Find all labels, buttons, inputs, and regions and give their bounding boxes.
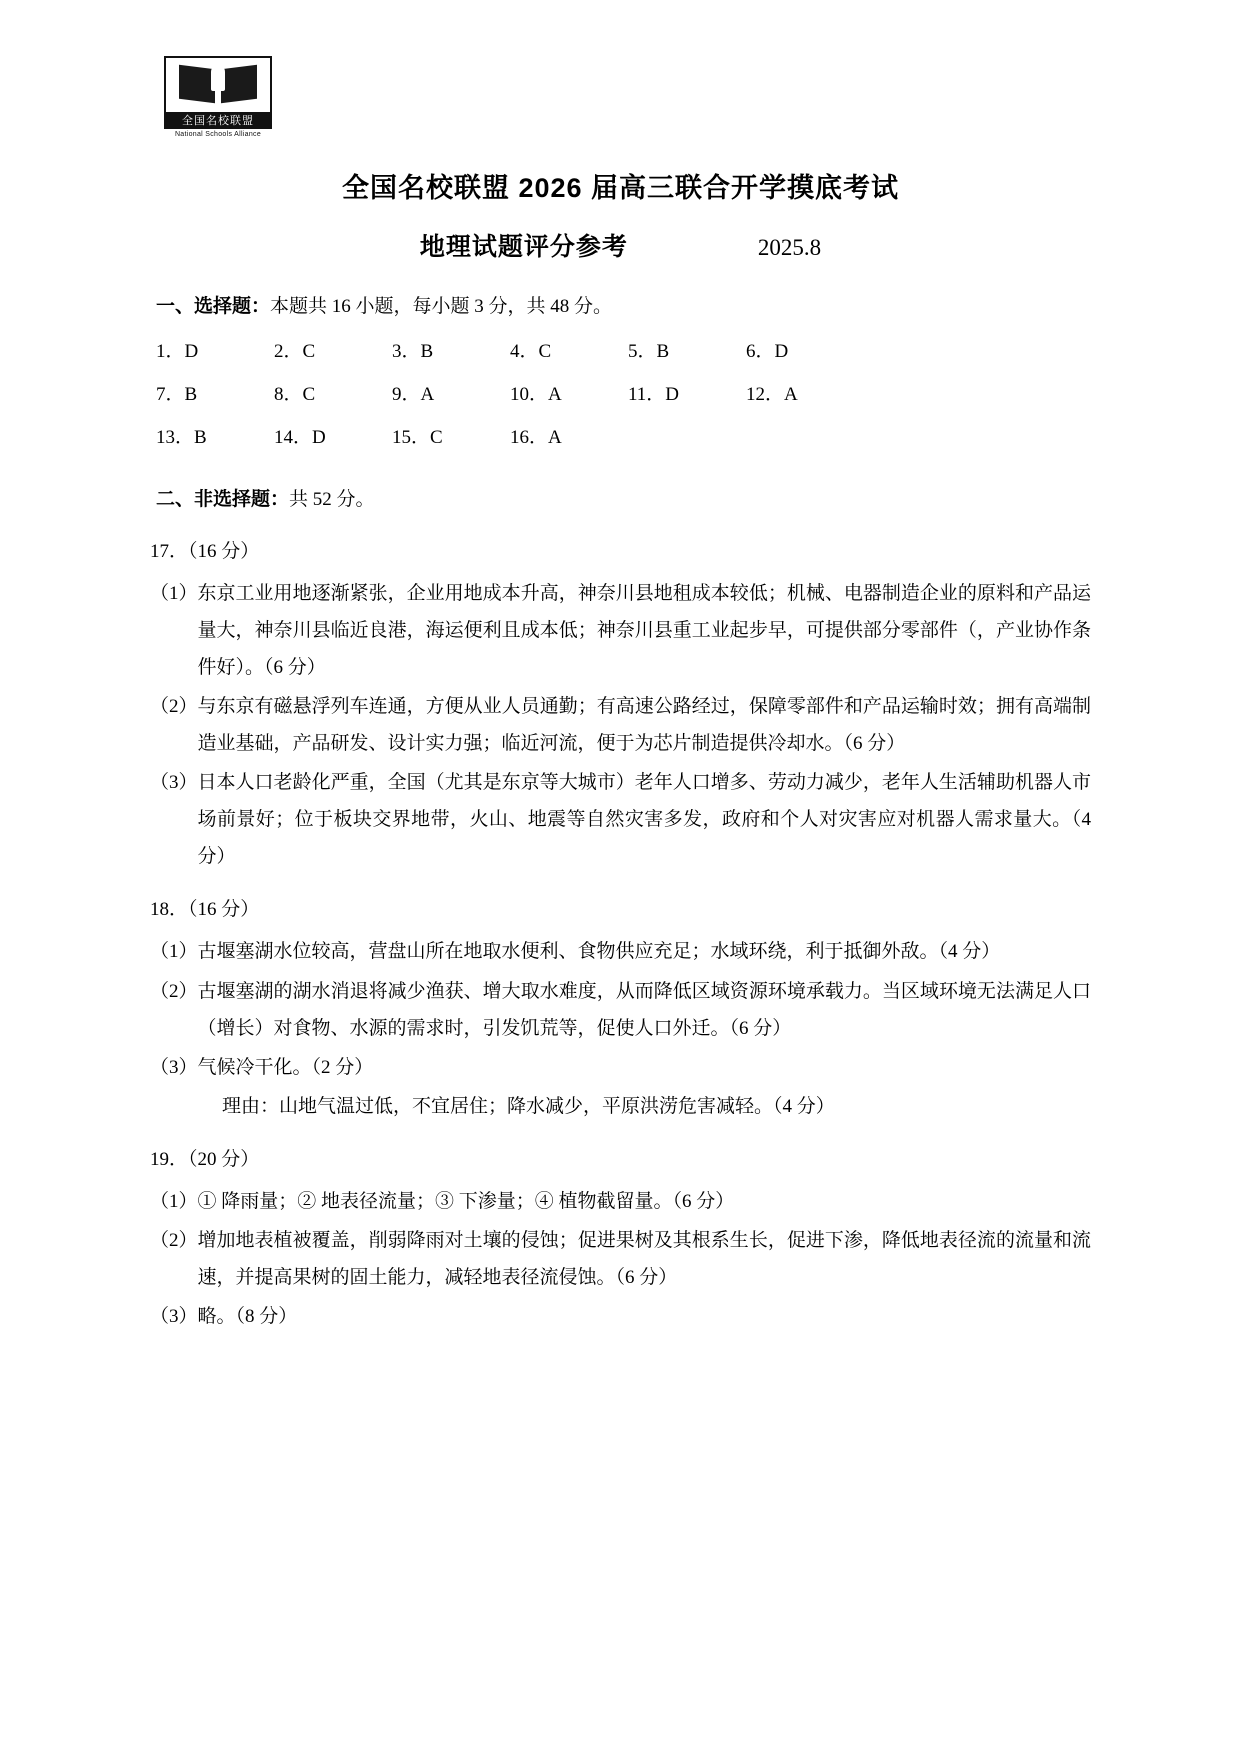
logo-sub-text: National Schools Alliance <box>174 131 262 138</box>
logo-band-text: 全国名校联盟 <box>164 114 272 129</box>
section-one-heading <box>156 291 1091 323</box>
part-label: （3） <box>150 772 198 794</box>
part-text: ① 降雨量；② 地表径流量；③ 下渗量；④ 植物截留量。（6 分） <box>197 1190 735 1212</box>
part-label: （1） <box>150 582 198 604</box>
part-label: （2） <box>150 1229 198 1251</box>
question-head: 19．（20 分） <box>150 1148 260 1170</box>
answer-cell: 9．A <box>392 384 435 406</box>
part-label: （2） <box>150 980 198 1002</box>
subtitle-row <box>150 227 1091 263</box>
answer-part <box>150 1049 1091 1086</box>
part-label: （2） <box>150 696 198 718</box>
answer-cell: 4．C <box>510 341 552 363</box>
section-two-heading <box>156 484 1091 516</box>
answer-cell: 8．C <box>274 384 316 406</box>
answer-row <box>150 419 1091 456</box>
answer-part <box>150 688 1091 762</box>
answer-cell: 7．B <box>156 384 198 406</box>
answer-part <box>150 933 1091 970</box>
answer-cell: 16．A <box>510 427 562 449</box>
section-one-heading-prefix: 一、选择题： <box>156 296 271 317</box>
answer-part <box>150 575 1091 686</box>
answer-cell <box>746 419 864 456</box>
section-two-heading-rest: 共 52 分。 <box>289 489 375 511</box>
answer-cell: 14．D <box>274 427 326 449</box>
section-one-heading-rest: 本题共 16 小题，每小题 3 分，共 48 分。 <box>270 296 613 317</box>
question-head: 18．（16 分） <box>150 899 260 921</box>
answer-part <box>150 1298 1091 1335</box>
question-head: 17．（16 分） <box>150 540 260 562</box>
answer-cell: 2．C <box>274 341 316 363</box>
part-text: 与东京有磁悬浮列车连通，方便从业人员通勤；有高速公路经过，保障零部件和产品运输时效；拥有高端制造业基础，产品研发、设计实力强；临近河流，便于为芯片制造提供冷却水。（6 分） <box>197 696 1091 755</box>
answer-part <box>150 973 1091 1047</box>
answer-cell: 15．C <box>392 427 443 449</box>
part-label: （1） <box>150 1190 198 1212</box>
part-label: （3） <box>150 1306 198 1328</box>
answer-cell <box>628 419 746 456</box>
part-text: 日本人口老龄化严重，全国（尤其是东京等大城市）老年人口增多、劳动力减少，老年人生活辅助机器人市场前景好；位于板块交界地带，火山、地震等自然灾害多发，政府和个人对灾害应对机器人需求量大。（4 分） <box>197 772 1091 868</box>
answer-row <box>150 333 1091 370</box>
part-reason-text: 理由：山地气温过低，不宜居住；降水减少，平原洪涝危害减轻。（4 分） <box>222 1095 835 1117</box>
answer-cell: 12．A <box>746 384 798 406</box>
answer-cell: 1．D <box>156 341 199 363</box>
answer-part <box>150 1183 1091 1220</box>
answer-cell: 13．B <box>156 427 207 449</box>
part-text: 古堰塞湖的湖水消退将减少渔获、增大取水难度，从而降低区域资源环境承载力。当区域环境无法满足人口（增长）对食物、水源的需求时，引发饥荒等，促使人口外迁。（6 分） <box>197 980 1091 1039</box>
page-title: 全国名校联盟 2026 届高三联合开学摸底考试 <box>341 173 900 203</box>
school-alliance-logo <box>164 56 272 140</box>
part-text: 东京工业用地逐渐紧张，企业用地成本升高，神奈川县地租成本较低；机械、电器制造企业的原料和产品运量大，神奈川县临近良港，海运便利且成本低；神奈川县重工业起步早，可提供部分零部件（，产业协作条件好）。（6 分） <box>197 582 1091 679</box>
answer-cell: 11．D <box>628 384 680 406</box>
section-two-heading-prefix: 二、非选择题： <box>156 489 290 511</box>
answer-part <box>150 764 1091 875</box>
answer-cell: 5．B <box>628 341 670 363</box>
exam-date: 2025.8 <box>757 235 822 260</box>
page-subtitle: 地理试题评分参考 <box>419 233 628 261</box>
answer-cell: 6．D <box>746 341 789 363</box>
open-book-icon <box>164 56 272 114</box>
part-text: 古堰塞湖水位较高，营盘山所在地取水便利、食物供应充足；水域环绕，利于抵御外敌。（4 分） <box>197 941 1001 963</box>
part-text: 略。（8 分） <box>197 1306 298 1328</box>
answer-cell: 10．A <box>510 384 562 406</box>
answer-row <box>150 376 1091 413</box>
answer-cell: 3．B <box>392 341 434 363</box>
part-text: 增加地表植被覆盖，削弱降雨对土壤的侵蚀；促进果树及其根系生长，促进下渗，降低地表径流的流量和流速，并提高果树的固土能力，减轻地表径流侵蚀。（6 分） <box>197 1229 1091 1288</box>
part-label: （3） <box>150 1056 198 1078</box>
part-text: 气候冷干化。（2 分） <box>197 1056 374 1078</box>
answer-part <box>150 1222 1091 1296</box>
part-label: （1） <box>150 941 198 963</box>
